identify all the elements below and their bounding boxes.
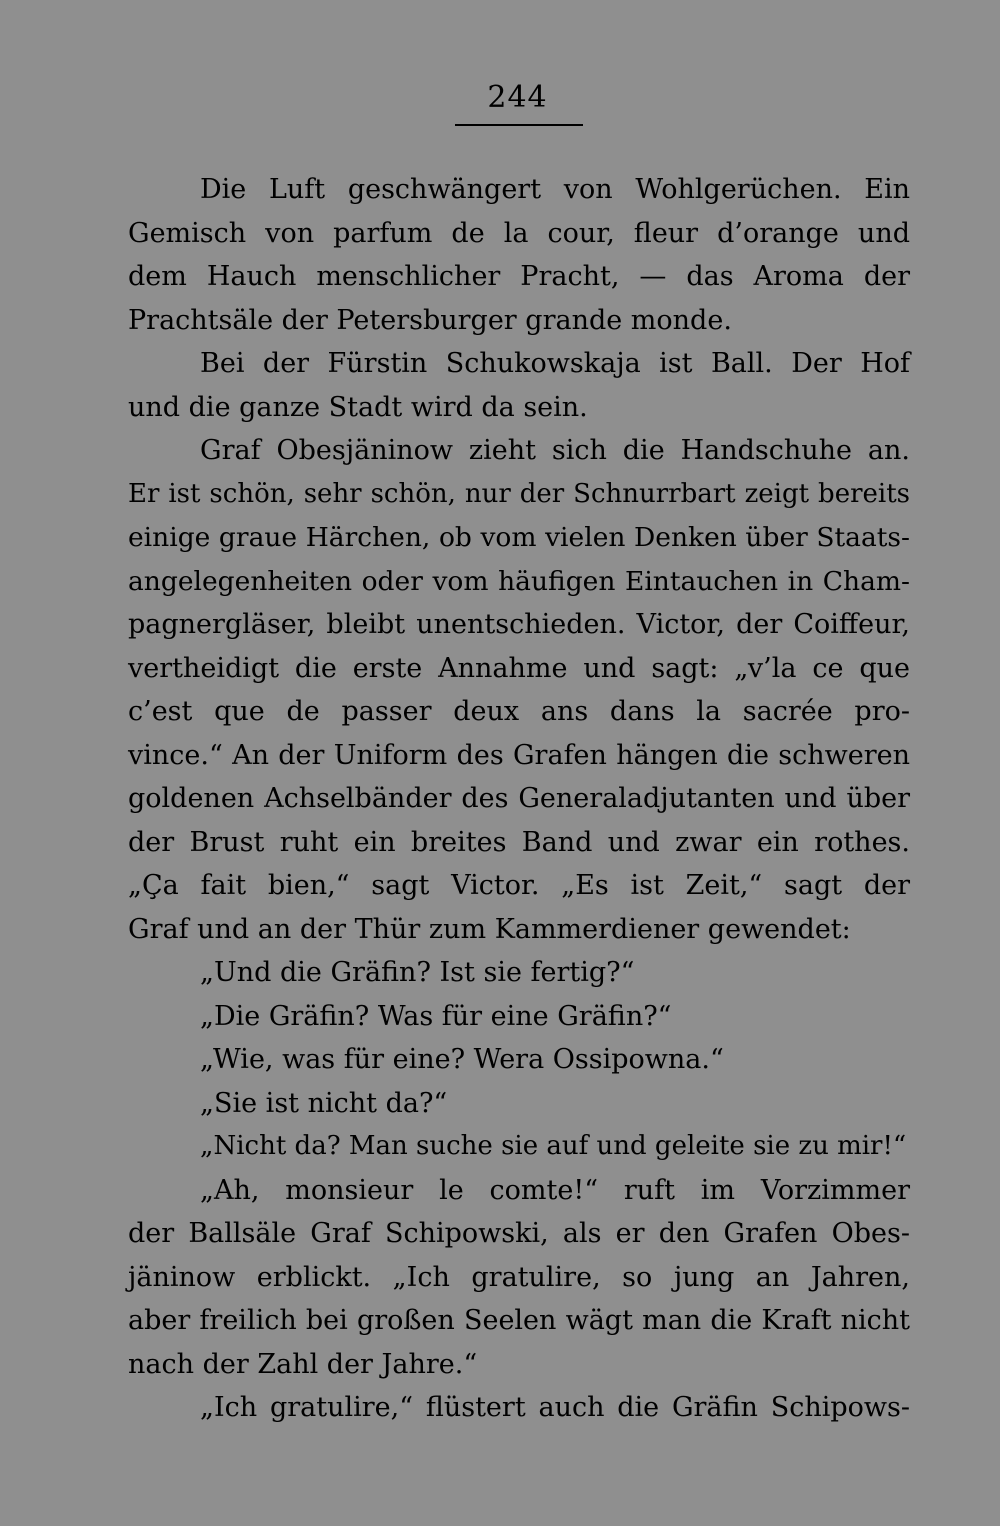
text-line: „Nicht da? Man suche sie auf und geleite sie zu mir!“	[200, 1131, 907, 1161]
text-line: vince.“ An der Uniform des Grafen hängen die schweren	[128, 739, 910, 771]
text-line: jäninow erblickt. „Ich gratulire, so jung an Jahren,	[128, 1261, 910, 1293]
text-line: „Die Gräfin? Was für eine Gräfin?“	[200, 1000, 672, 1032]
text-line: der Ballsäle Graf Schipowski, als er den Grafen Obes-	[128, 1218, 910, 1249]
text-line: Graf und an der Thür zum Kammerdiener gewendet:	[128, 913, 851, 945]
body-text	[128, 168, 910, 1430]
text-line: „Wie, was für eine? Wera Ossipowna.“	[200, 1044, 724, 1075]
text-line: „Ich gratulire,“ flüstert auch die Gräfin Schipows-	[200, 1392, 910, 1423]
text-line: Graf Obesjäninow zieht sich die Handschuhe an.	[200, 435, 910, 466]
text-line: Prachtsäle der Petersburger grande monde.	[128, 304, 732, 336]
text-line: Er ist schön, sehr schön, nur der Schnurrbart zeigt bereits	[128, 478, 910, 509]
text-line: „Ça fait bien,“ sagt Victor. „Es ist Zeit,“ sagt der	[128, 870, 910, 901]
text-line: angelegenheiten oder vom häufigen Eintauchen in Cham-	[128, 565, 910, 597]
text-line: nach der Zahl der Jahre.“	[128, 1348, 478, 1380]
text-line: und die ganze Stadt wird da sein.	[128, 391, 588, 423]
page-number-rule	[455, 124, 583, 126]
text-line: „Und die Gräfin? Ist sie fertig?“	[200, 957, 635, 988]
page-number: 244	[487, 80, 548, 115]
text-line: „Sie ist nicht da?“	[200, 1087, 448, 1119]
text-line: pagnergläser, bleibt unentschieden. Victor, der Coiffeur,	[128, 609, 910, 640]
text-line: der Brust ruht ein breites Band und zwar ein rothes.	[128, 826, 910, 858]
text-line: „Ah, monsieur le comte!“ ruft im Vorzimmer	[200, 1174, 910, 1206]
text-line: goldenen Achselbänder des Generaladjutanten und über	[128, 783, 910, 814]
text-line: aber freilich bei großen Seelen wägt man die Kraft nicht	[128, 1305, 910, 1336]
text-line: einige graue Härchen, ob vom vielen Denken über Staats-	[128, 522, 910, 553]
text-line: dem Hauch menschlicher Pracht, — das Aroma der	[128, 261, 910, 292]
text-line: vertheidigt die erste Annahme und sagt: „v’la ce que	[128, 652, 910, 684]
text-line: Gemisch von parfum de la cour, fleur d’orange und	[128, 217, 910, 249]
text-line: Die Luft geschwängert von Wohlgerüchen. Ein	[200, 174, 910, 205]
text-line: Bei der Fürstin Schukowskaja ist Ball. Der Hof	[200, 348, 910, 379]
text-line: c’est que de passer deux ans dans la sacrée pro-	[128, 696, 910, 727]
